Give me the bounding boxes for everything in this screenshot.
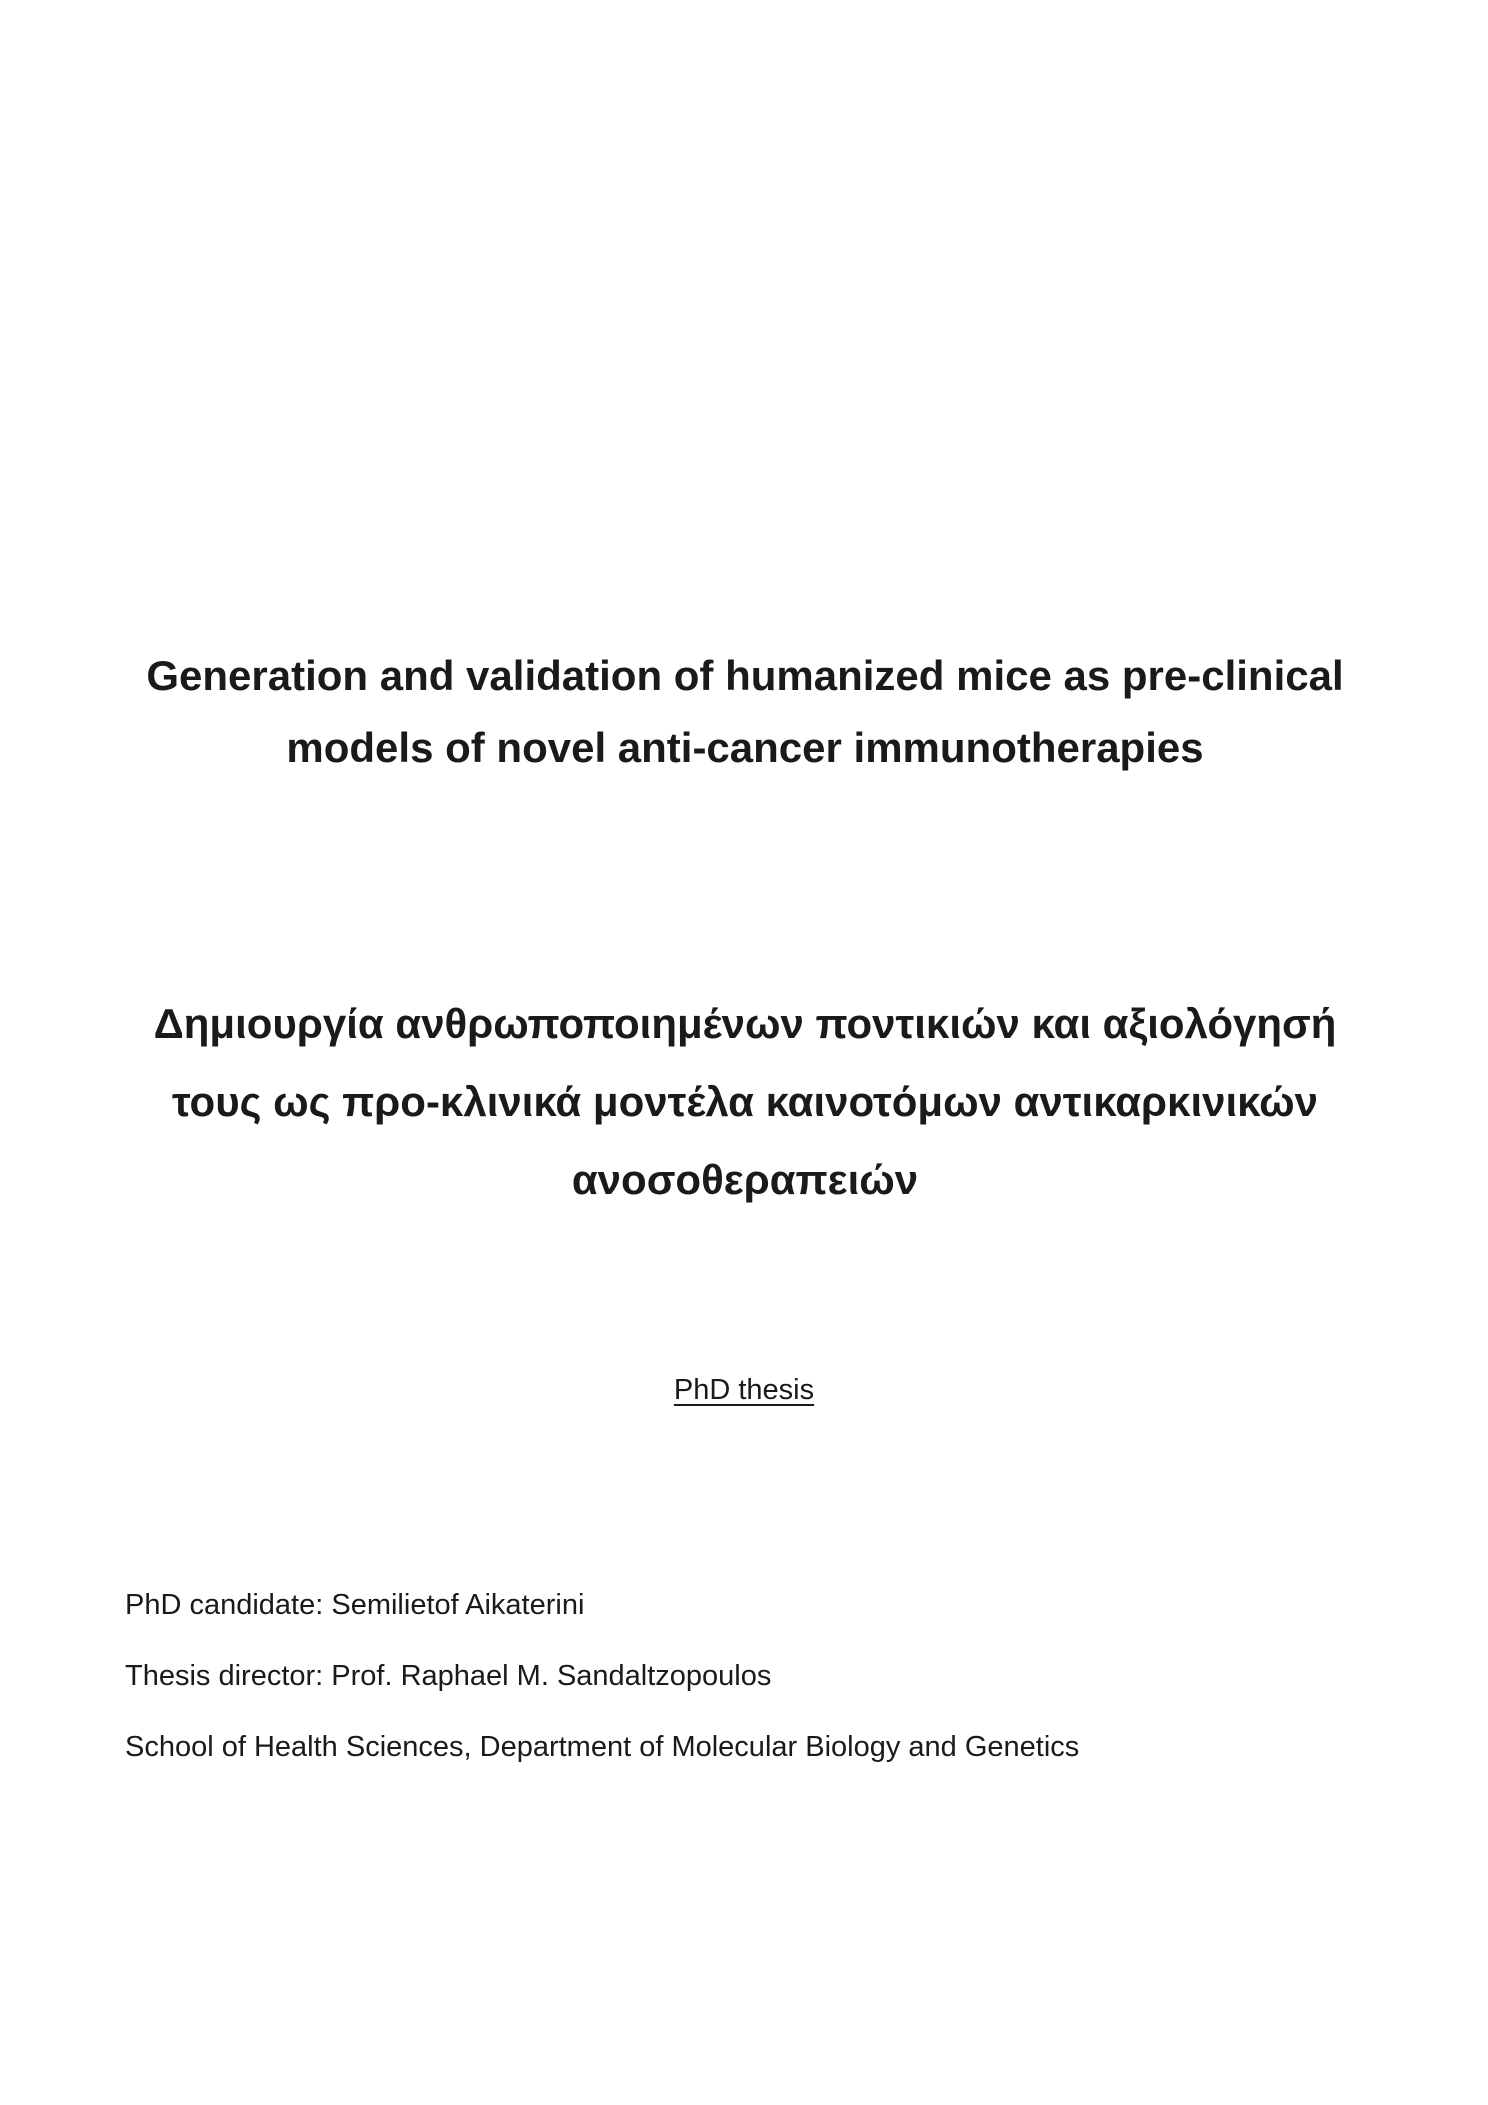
greek-title (110, 985, 1380, 1219)
english-title (110, 640, 1380, 784)
english-title-line-2: models of novel anti-cancer immunotherapies (286, 724, 1204, 771)
greek-title-line-3: ανοσοθεραπειών (571, 1156, 919, 1203)
greek-title-line-2: τους ως προ-κλινικά μοντέλα καινοτόμων αντικαρκινικών (171, 1078, 1319, 1125)
document-type (0, 1370, 1488, 1410)
school-line: School of Health Sciences, Department of Molecular Biology and Genetics (125, 1731, 1080, 1763)
greek-title-line-1: Δημιουργία ανθρωποποιημένων ποντικιών και αξιολόγησή (153, 1000, 1337, 1047)
document-type-label: PhD thesis (673, 1374, 815, 1406)
candidate-line: PhD candidate: Semilietof Aikaterini (125, 1589, 585, 1621)
director-line: Thesis director: Prof. Raphael M. Sandaltzopoulos (125, 1660, 772, 1692)
english-title-line-1: Generation and validation of humanized mice as pre-clinical (146, 652, 1344, 699)
